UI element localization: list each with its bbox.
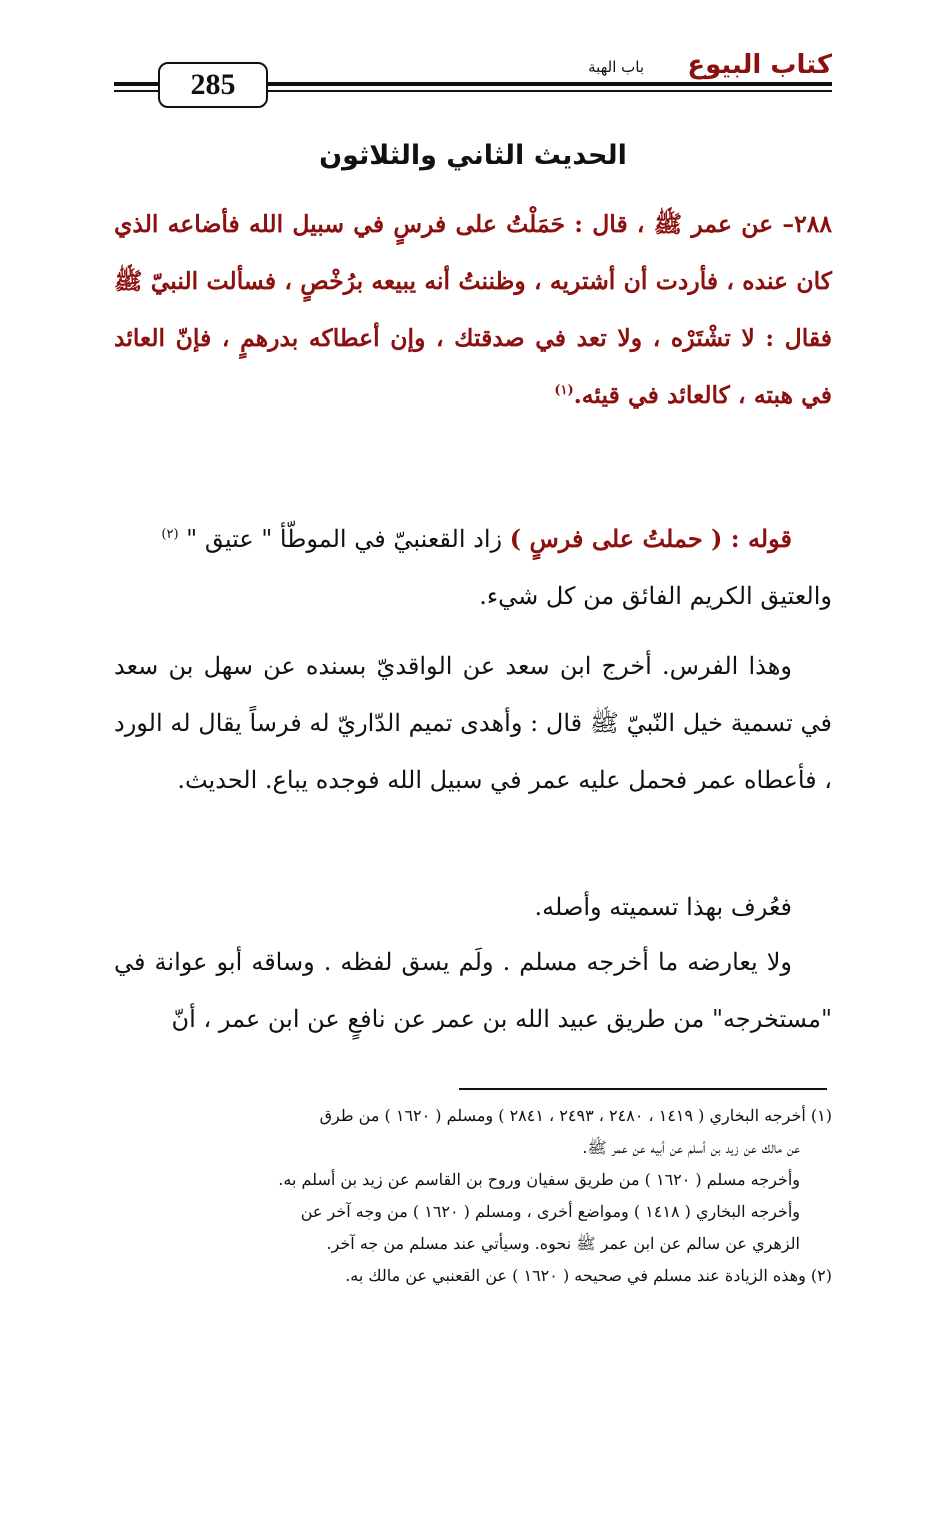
hadith-number: ٢٨٨– (773, 210, 832, 238)
page-number: 285 (158, 62, 268, 108)
footnotes (114, 1100, 832, 1292)
section-heading: الحديث الثاني والثلاثون (319, 140, 627, 171)
commentary-text-1b: والعتيق الكريم الفائق من كل شيء. (479, 582, 832, 610)
footnote-ref-2: (٢) (161, 527, 179, 542)
book-title: كتاب البيوع (687, 50, 832, 80)
commentary-text-1: زاد القعنبيّ في الموطّأ " عتيق " (178, 525, 510, 553)
commentary-text-3: فعُرف بهذا تسميته وأصله. (534, 893, 792, 921)
commentary-text-4: ولا يعارضه ما أخرجه مسلم . ولَم يسق لفظه . وساقه أبو عوانة في "مستخرجه" من طريق عبيد الله بن عمر عن نافعٍ عن ابن عمر ، أنّ (114, 948, 832, 1033)
chapter-title: باب الهبة (588, 58, 644, 76)
footnote-ref-1: (١) (554, 383, 574, 399)
commentary-paragraph-3 (114, 879, 832, 936)
commentary-paragraph-1 (114, 510, 832, 625)
quoted-phrase: قوله : ( حملتُ على فرسٍ ) (509, 524, 792, 553)
footnote-1-line-3: وأخرجه مسلم ( ١٦٢٠ ) من طريق سفيان وروح بن القاسم عن زيد بن أسلم به. (278, 1170, 800, 1189)
hadith-body: عن عمر ﷺ ، قال : حَمَلْتُ على فرسٍ في سبيل الله فأضاعه الذي كان عنده ، فأردت أن أشتريه ، وظننتُ أنه يبيعه برُخْصٍ ، فسألت النبيّ ﷺ فقال : لا تشْتَرْه ، ولا تعد في صدقتك ، وإن أعطاكه بدرهمٍ ، فإنّ العائد في هبته ، كالعائد في قيئه. (114, 210, 832, 409)
commentary-paragraph-4 (114, 934, 832, 1048)
footnote-1-line-2: عن مالك عن زيد بن أسلم عن أبيه عن عمر ﷺ. (582, 1138, 800, 1157)
footnote-1-line-5: الزهري عن سالم عن ابن عمر ﷺ نحوه. وسيأتي عند مسلم من جه آخر. (326, 1234, 800, 1253)
commentary-text-2: وهذا الفرس. أخرج ابن سعد عن الواقديّ بسنده عن سهل بن سعد في تسمية خيل النّبيّ ﷺ قال : وأهدى تميم الدّاريّ له فرساً يقال له الورد ، فأعطاه عمر فحمل عليه عمر في سبيل الله فوجده يباع. الحديث. (114, 652, 832, 794)
footnote-1-line-4: وأخرجه البخاري ( ١٤١٨ ) ومواضع أخرى ، ومسلم ( ١٦٢٠ ) من وجه آخر عن (300, 1202, 800, 1221)
footnote-2: (٢) وهذه الزيادة عند مسلم في صحيحه ( ١٦٢٠ ) عن القعنبي عن مالك به. (345, 1266, 832, 1285)
commentary-paragraph-2 (114, 638, 832, 809)
page-header (114, 50, 832, 112)
footnote-1-line-1: (١) أخرجه البخاري ( ١٤١٩ ، ٢٤٨٠ ، ٢٤٩٣ ، ٢٨٤١ ) ومسلم ( ١٦٢٠ ) من طرق (319, 1106, 832, 1125)
footnote-separator (459, 1088, 827, 1090)
hadith-text (114, 196, 832, 424)
